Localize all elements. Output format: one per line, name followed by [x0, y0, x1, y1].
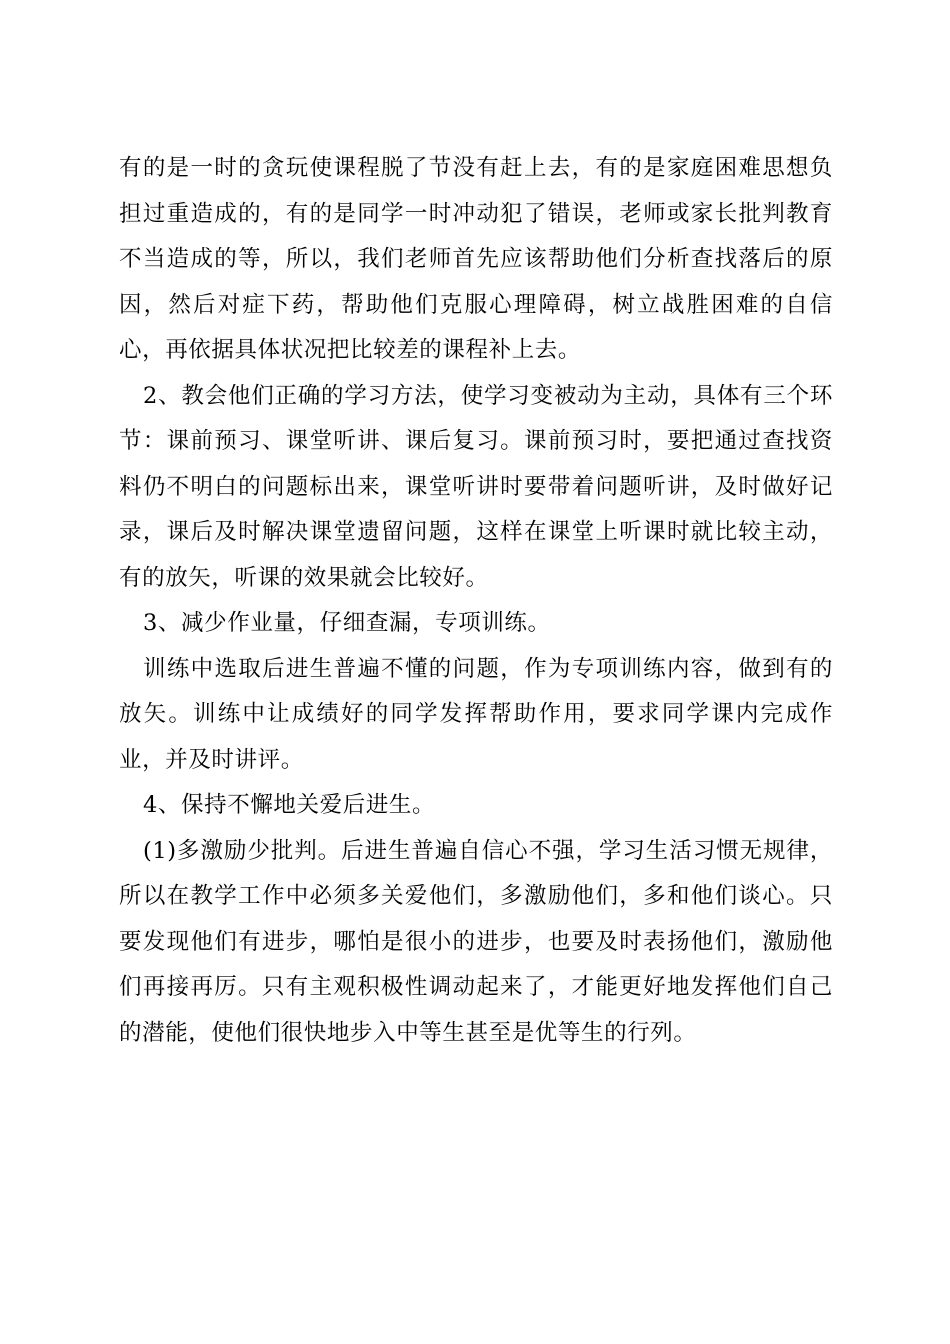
paragraph-causes: 有的是一时的贪玩使课程脱了节没有赶上去，有的是家庭困难思想负担过重造成的，有的是同学一时冲动犯了错误，老师或家长批判教育不当造成的等，所以，我们老师首先应该帮助他们分析查找落后的原因，然后对症下药，帮助他们克服心理障碍，树立战胜困难的自信心，再依据具体状况把比较差的课程补上去。 [119, 155, 833, 363]
paragraph-study-methods: 2、教会他们正确的学习方法，使学习变被动为主动，具体有三个环节：课前预习、课堂听讲、课后复习。课前预习时，要把通过查找资料仍不明白的问题标出来，课堂听讲时要带着问题听讲，及时做好记录，课后及时解决课堂遗留问题，这样在课堂上听课时就比较主动，有的放矢，听课的效果就会比较好。 [119, 382, 833, 591]
paragraph-reduce-homework: 3、减少作业量，仔细查漏，专项训练。 [143, 610, 551, 636]
paragraph-care-students: 4、保持不懈地关爱后进生。 [143, 792, 436, 818]
paragraph-encourage: (1)多激励少批判。后进生普遍自信心不强，学习生活习惯无规律，所以在教学工作中必须多关爱他们，多激励他们，多和他们谈心。只要发现他们有进步，哪怕是很小的进步，也要及时表扬他们，激励他们再接再厉。只有主观积极性调动起来了，才能更好地发挥他们自己的潜能，使他们很快地步入中等生甚至是优等生的行列。 [119, 837, 833, 1046]
paragraph-special-training: 训练中选取后进生普遍不懂的问题，作为专项训练内容，做到有的放矢。训练中让成绩好的同学发挥帮助作用，要求同学课内完成作业，并及时讲评。 [119, 655, 833, 773]
document-body [119, 146, 833, 1056]
